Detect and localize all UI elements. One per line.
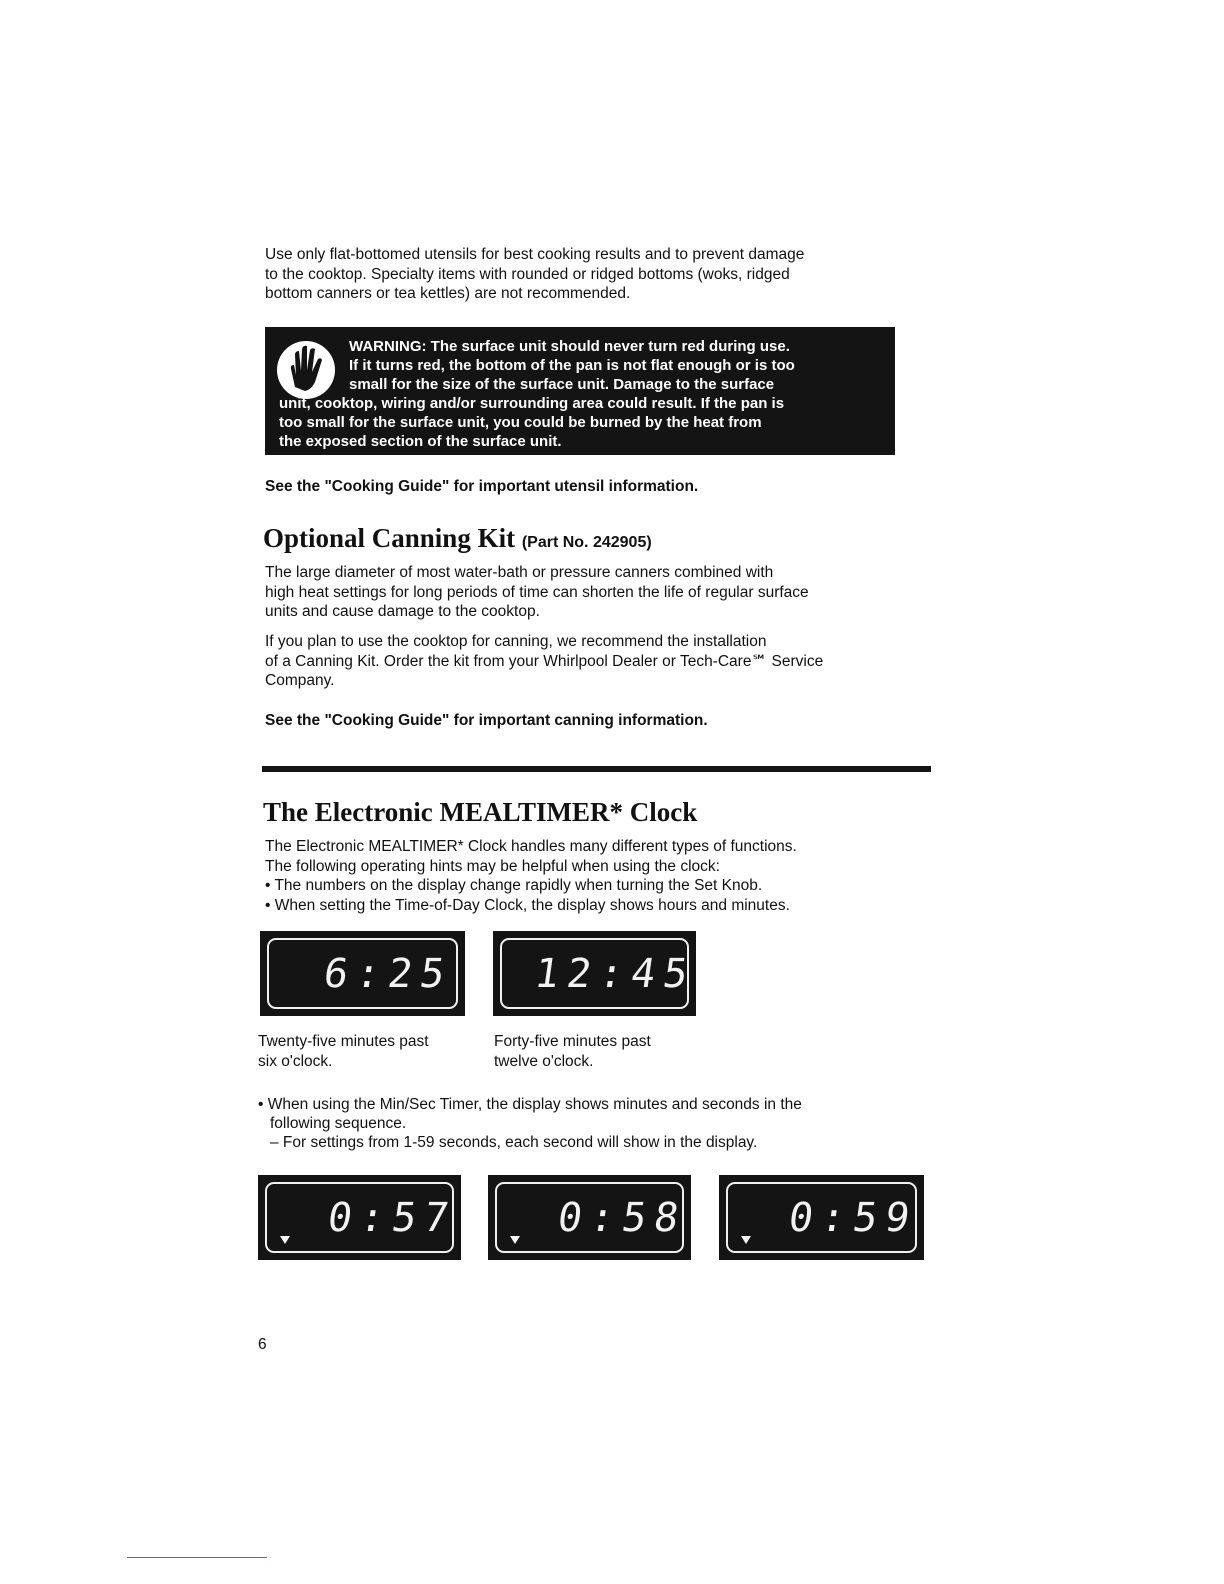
canning-title: Optional Canning Kit — [263, 523, 516, 553]
caption-line: six o'clock. — [258, 1052, 333, 1070]
intro-paragraph — [265, 245, 915, 304]
clock-display — [493, 931, 699, 1016]
timer-line: – For settings from 1-59 seconds, each second will show in the display. — [270, 1134, 758, 1151]
canning-note: See the "Cooking Guide" for important canning information. — [265, 712, 708, 729]
clock-display — [260, 931, 465, 1016]
canning-line: The large diameter of most water-bath or pressure canners combined with — [265, 564, 774, 581]
clock-intro — [265, 837, 915, 915]
timer-display — [258, 1175, 461, 1260]
caption-line: Twenty-five minutes past — [258, 1033, 429, 1050]
timer-line: • When using the Min/Sec Timer, the display shows minutes and seconds in the — [258, 1096, 802, 1113]
warning-line: If it turns red, the bottom of the pan is not flat enough or is too — [349, 357, 795, 374]
down-arrow-icon — [510, 1236, 520, 1244]
section-divider — [262, 766, 931, 772]
caption-line: twelve o'clock. — [494, 1052, 594, 1070]
down-arrow-icon — [741, 1236, 751, 1244]
intro-line: bottom canners or tea kettles) are not recommended. — [265, 285, 631, 302]
clock-line: • When setting the Time-of-Day Clock, the display shows hours and minutes. — [265, 896, 790, 914]
down-arrow-icon — [280, 1236, 290, 1244]
canning-line: If you plan to use the cooktop for canning, we recommend the installation — [265, 633, 767, 650]
utensil-note: See the "Cooking Guide" for important utensil information. — [265, 478, 699, 495]
display-digits: 0:59 — [785, 1194, 921, 1241]
canning-line: of a Canning Kit. Order the kit from your Whirlpool Dealer or Tech-Care℠ Service — [265, 652, 824, 670]
canning-paragraph-2 — [265, 632, 915, 691]
display-digits: 12:45 — [531, 950, 699, 997]
intro-line: Use only flat-bottomed utensils for best cooking results and to prevent damage — [265, 246, 805, 263]
clock-line: The following operating hints may be helpful when using the clock: — [265, 857, 720, 875]
clock-heading: The Electronic MEALTIMER* Clock — [263, 797, 698, 827]
display-digits: 0:58 — [554, 1194, 690, 1241]
warning-line: unit, cooktop, wiring and/or surrounding area could result. If the pan is — [279, 395, 785, 412]
canning-line: Company. — [265, 672, 335, 689]
display-digits: 6:25 — [320, 950, 456, 997]
clock-line: The Electronic MEALTIMER* Clock handles many different types of functions. — [265, 838, 797, 855]
footer-line — [127, 1557, 267, 1558]
display-digits: 0:57 — [324, 1194, 460, 1241]
warning-line: too small for the surface unit, you could be burned by the heat from — [279, 414, 762, 431]
timer-display — [488, 1175, 691, 1260]
canning-line: high heat settings for long periods of time can shorten the life of regular surface — [265, 583, 809, 601]
timer-display — [719, 1175, 924, 1260]
warning-line: small for the size of the surface unit. Damage to the surface — [349, 376, 775, 393]
caption-line: Forty-five minutes past — [494, 1033, 651, 1050]
clock-line: • The numbers on the display change rapidly when turning the Set Knob. — [265, 877, 763, 894]
canning-line: units and cause damage to the cooktop. — [265, 603, 540, 620]
hand-icon — [275, 339, 337, 401]
display-caption — [494, 1032, 704, 1071]
canning-part-number: (Part No. 242905) — [521, 534, 652, 551]
warning-box — [265, 327, 895, 455]
warning-line: WARNING: The surface unit should never turn red during use. — [349, 338, 790, 355]
timer-line: following sequence. — [270, 1115, 407, 1132]
display-caption — [258, 1032, 468, 1071]
warning-line: the exposed section of the surface unit. — [279, 433, 562, 450]
page-number: 6 — [258, 1336, 267, 1353]
intro-line: to the cooktop. Specialty items with rounded or ridged bottoms (woks, ridged — [265, 265, 790, 283]
canning-heading — [263, 522, 652, 559]
canning-paragraph-1 — [265, 563, 915, 622]
